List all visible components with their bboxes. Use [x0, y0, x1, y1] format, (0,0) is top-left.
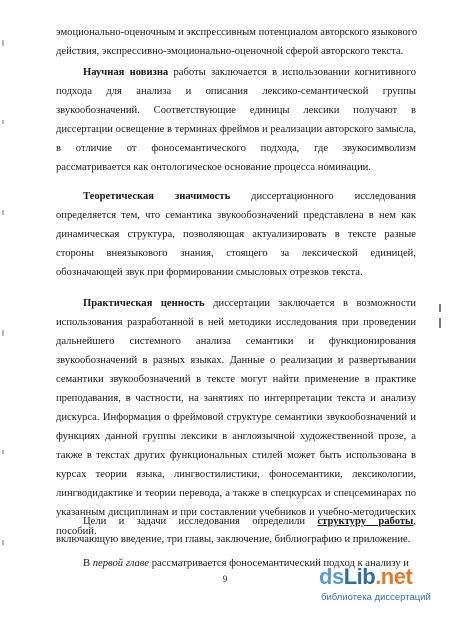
text-line — [56, 392, 416, 406]
text-segment: включающую введение, три главы, заключение, библиографию и приложение. — [56, 534, 411, 545]
text-segment: дальнейшего системного анализа семантики и функционирования — [56, 336, 416, 347]
text-segment: обозначающей звук при формировании смысловых отрезков текста. — [56, 267, 363, 278]
text-line — [56, 335, 416, 349]
text-segment: семантики звукообозначений в тексте могут найти применение в практике — [56, 374, 416, 385]
text-line — [56, 487, 416, 501]
text-line — [83, 515, 416, 529]
text-line — [56, 354, 416, 368]
watermark-logo-net: .net — [375, 564, 413, 589]
emphasis-text: первой главе — [92, 558, 150, 569]
text-segment: указанным дисциплинам и при составлении учебников и учебно-методических — [56, 507, 416, 518]
text-segment: звукообозначений. Соответствующие единицы лексики получают в — [56, 105, 416, 116]
text-segment: работы заключается в использовании когнитивного — [168, 67, 416, 78]
text-line — [56, 533, 416, 547]
text-segment: курсах теории языка, лингвостилистики, фоносемантики, лексикологии, — [56, 469, 416, 480]
emphasis-text: структуру работы — [317, 516, 414, 527]
text-segment: диссертационного исследования — [230, 191, 416, 202]
text-line — [56, 449, 416, 463]
emphasis-text: Практическая ценность — [83, 298, 205, 309]
watermark — [319, 564, 447, 608]
text-segment: эмоционально-оценочным и экспрессивным потенциалом авторского языкового — [56, 27, 418, 38]
text-segment: диссертации заключается в возможности — [204, 298, 416, 309]
text-segment: рассматривается как онтологическое основание процесса номинации. — [56, 162, 371, 173]
text-line — [56, 104, 416, 118]
text-line — [56, 468, 416, 482]
watermark-logo-lib: Lib — [343, 564, 376, 589]
text-line — [56, 161, 416, 175]
text-segment: использования разработанной в ней методики исследования при проведении — [56, 317, 416, 328]
text-line — [56, 142, 416, 156]
text-segment: стороны внеязыкового знания, стоящего за лексической единицей, — [56, 248, 416, 259]
text-segment: динамическая структура, позволяющая актуализировать в тексте разные — [56, 229, 416, 240]
text-line — [56, 316, 416, 330]
page-number: 9 — [222, 574, 228, 584]
text-segment: в отличие от фоносемантического подхода, где звукосимволизм — [56, 143, 416, 154]
text-segment: Цели и задачи исследования определили — [83, 516, 318, 527]
text-segment: звукообозначений в разных языках. Данные о реализации и развертывании — [56, 355, 416, 366]
text-segment: пособий. — [56, 526, 97, 537]
text-segment: лингводидактике и теории перевода, а также в спецкурсах и спецсеминарах по — [56, 488, 416, 499]
text-segment: дискурса. Информация о фреймовой структуре семантики звукообозначений и — [56, 412, 416, 423]
text-segment: рассматривается фоносемантический подход к анализу и — [149, 558, 409, 569]
scan-margin-marks — [0, 0, 12, 617]
text-segment: определяется тем, что семантика звукообозначений представлена в нем как — [56, 210, 416, 221]
text-line — [83, 66, 416, 80]
text-segment: функциях данной группы лексики в англоязычной художественной прозе, а — [56, 431, 416, 442]
text-line — [56, 85, 416, 99]
text-line — [83, 297, 416, 311]
text-segment: В — [83, 558, 93, 569]
scan-right-marks — [436, 300, 444, 340]
watermark-logo-ds: ds — [319, 564, 344, 589]
text-line — [56, 247, 416, 261]
text-line — [56, 411, 416, 425]
text-segment: действия, экспрессивно-эмоционально-оценочной сферой авторского текста. — [56, 46, 404, 57]
text-segment: также в текстах других функциональных стилей может быть использована в — [56, 450, 416, 461]
text-line — [83, 190, 416, 204]
text-line — [56, 45, 416, 59]
text-line — [56, 266, 416, 280]
emphasis-text: Теоретическая значимость — [83, 191, 231, 202]
text-line — [56, 209, 416, 223]
text-line — [56, 123, 416, 137]
text-line — [56, 228, 416, 242]
text-segment: диссертации освещение в терминах фреймов и реализации авторского замысла, — [56, 124, 416, 135]
text-line — [56, 26, 416, 40]
watermark-logo — [319, 564, 412, 590]
text-line — [56, 430, 416, 444]
text-segment: преподавания, в частности, на занятиях по интерпретации текста и анализу — [56, 393, 416, 404]
watermark-subtitle: библиотека диссертаций — [321, 592, 431, 603]
text-segment: , — [413, 516, 416, 527]
text-line — [56, 373, 416, 387]
text-segment: подхода для анализа и описания лексико-семантической группы — [56, 86, 416, 97]
emphasis-text: Научная новизна — [83, 67, 169, 78]
